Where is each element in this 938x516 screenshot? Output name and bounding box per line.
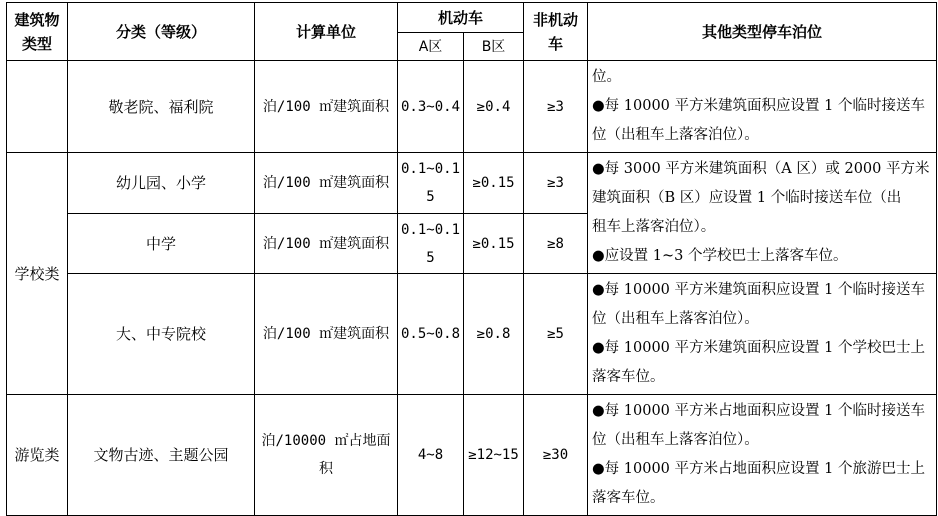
header-building-type-text: 建筑物类型 — [14, 10, 60, 53]
motor-a-cell: 0.1~0.15 — [398, 214, 464, 274]
table-row — [7, 274, 937, 395]
motor-b-cell: ≥0.4 — [464, 61, 524, 153]
unit-line: 泊/10000 ㎡占地面 — [261, 433, 391, 449]
note-line: ●每 10000 平方米建筑面积应设置 1 个临时接送车 — [592, 282, 925, 298]
other-note-cell — [588, 395, 937, 516]
note-line: ●每 3000 平方米建筑面积（A 区）或 2000 平方米 — [592, 161, 930, 177]
note-line: 位（出租车上落客泊位）。 — [592, 311, 759, 327]
group-cell-school: 学校类 — [7, 153, 68, 395]
other-note-cell — [588, 61, 937, 153]
table-row — [7, 395, 937, 516]
header-motor-a: A区 — [398, 33, 464, 61]
note-line: 落客车位。 — [592, 490, 665, 506]
motor-b-cell: ≥0.15 — [464, 214, 524, 274]
note-line: 租车上落客泊位）。 — [592, 219, 716, 235]
table-row — [7, 61, 937, 153]
category-cell: 中学 — [68, 214, 255, 274]
header-nonmotor-text: 非机动车 — [533, 10, 579, 53]
motor-b-cell: ≥0.8 — [464, 274, 524, 395]
note-line: 位（出租车上落客泊位）。 — [592, 432, 759, 448]
other-note-cell — [588, 274, 937, 395]
header-nonmotor — [524, 3, 588, 61]
motor-a-cell: 0.3~0.4 — [398, 61, 464, 153]
unit-cell: 泊/100 ㎡建筑面积 — [255, 153, 398, 214]
header-building-type — [7, 3, 68, 61]
unit-cell: 泊/100 ㎡建筑面积 — [255, 214, 398, 274]
unit-cell — [255, 395, 398, 516]
note-line: 位。 — [592, 69, 622, 85]
note-line: 落客车位。 — [592, 369, 665, 385]
note-line: ●应设置 1~3 个学校巴士上落客车位。 — [592, 248, 848, 264]
nonmotor-cell: ≥5 — [524, 274, 588, 395]
header-other: 其他类型停车泊位 — [588, 3, 937, 61]
nonmotor-cell: ≥8 — [524, 214, 588, 274]
category-cell: 幼儿园、小学 — [68, 153, 255, 214]
header-unit: 计算单位 — [255, 3, 398, 61]
category-cell: 文物古迹、主题公园 — [68, 395, 255, 516]
motor-a-cell: 0.5~0.8 — [398, 274, 464, 395]
note-line: 建筑面积（B 区）应设置 1 个临时接送车位（出 — [592, 190, 902, 206]
unit-cell: 泊/100 ㎡建筑面积 — [255, 274, 398, 395]
parking-standards-table — [6, 2, 937, 516]
nonmotor-cell: ≥30 — [524, 395, 588, 516]
header-category: 分类（等级） — [68, 3, 255, 61]
note-line: ●每 10000 平方米建筑面积应设置 1 个临时接送车 — [592, 98, 925, 114]
group-cell-empty — [7, 61, 68, 153]
group-cell-tour: 游览类 — [7, 395, 68, 516]
note-line: ●每 10000 平方米建筑面积应设置 1 个学校巴士上 — [592, 340, 925, 356]
motor-b-cell: ≥12~15 — [464, 395, 524, 516]
category-cell: 敬老院、福利院 — [68, 61, 255, 153]
table-row — [7, 153, 937, 214]
other-note-cell — [588, 153, 937, 274]
nonmotor-cell: ≥3 — [524, 153, 588, 214]
note-line: 位（出租车上落客泊位）。 — [592, 127, 759, 143]
header-motor-b: B区 — [464, 33, 524, 61]
category-cell: 大、中专院校 — [68, 274, 255, 395]
motor-b-cell: ≥0.15 — [464, 153, 524, 214]
note-line: ●每 10000 平方米占地面积应设置 1 个临时接送车 — [592, 403, 925, 419]
motor-a-cell: 0.1~0.15 — [398, 153, 464, 214]
nonmotor-cell: ≥3 — [524, 61, 588, 153]
unit-cell: 泊/100 ㎡建筑面积 — [255, 61, 398, 153]
motor-a-cell: 4~8 — [398, 395, 464, 516]
note-line: ●每 10000 平方米占地面积应设置 1 个旅游巴士上 — [592, 461, 925, 477]
header-motor: 机动车 — [398, 3, 524, 33]
unit-line: 积 — [319, 461, 333, 477]
